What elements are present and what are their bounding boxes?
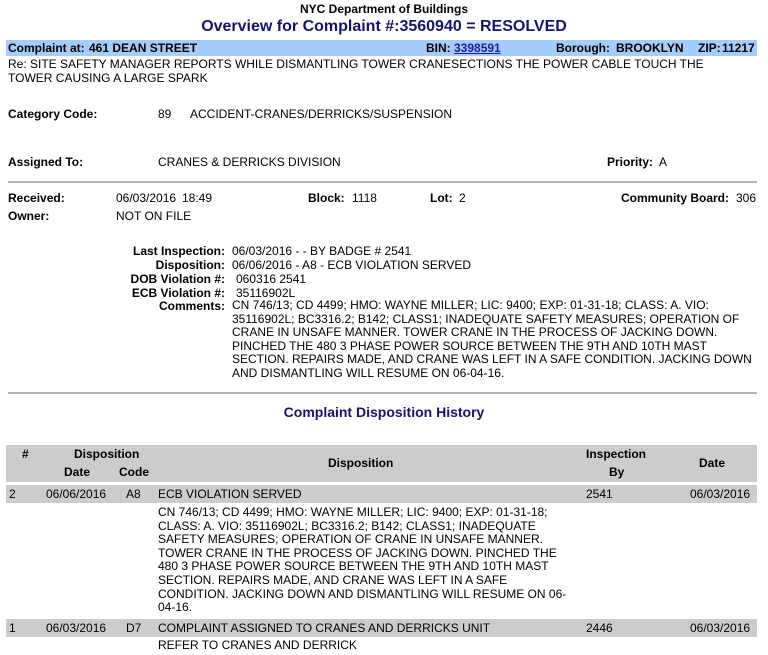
lot-value: 2 [459, 191, 466, 205]
row-code: A8 [126, 487, 141, 501]
assigned-to-label: Assigned To: [8, 155, 84, 169]
assigned-to-value: CRANES & DERRICKS DIVISION [158, 155, 341, 169]
col-disp-code: Code [119, 465, 149, 479]
priority-value: A [659, 155, 668, 169]
row-date: 06/03/2016 [690, 621, 751, 635]
comments-label: Comments: [158, 299, 225, 313]
category-code-label: Category Code: [8, 107, 98, 121]
row-detail: CN 746/13; CD 4499; HMO: WAYNE MILLER; LIC: 9400; EXP: 01-31-18; CLASS: A. VIO: 35116902L; BC3316.2; B142; CLASS1; INADEQUATE SAFETY MEASURES; OPERATION OF CRANE IN UNSAFE MANNER. TOWER CRANE IN THE PROCESS OF JACKING DOWN. PINCHED THE 480 3 PHASE POWER SOURCE BETWEEN THE 9TH AND 10TH MAST SECTION. REPAIRS MADE, AND CRANE WAS LEFT IN A SAFE CONDITION. JACKING DOWN AND DISMANTLING WILL RESUME ON 06-04-16. [158, 505, 567, 615]
row-date: 06/03/2016 [690, 487, 751, 501]
disposition-label: Disposition: [155, 258, 225, 272]
community-board-value: 306 [736, 191, 757, 205]
zip-label: ZIP: [698, 41, 721, 55]
dob-violation-value: 060316 2541 [236, 272, 307, 286]
owner-value: NOT ON FILE [116, 209, 192, 223]
col-inspection-by: Inspection [586, 447, 647, 461]
complaint-address: 461 DEAN STREET [89, 41, 198, 55]
complaint-description: Re: SITE SAFETY MANAGER REPORTS WHILE DISMANTLING TOWER CRANESECTIONS THE POWER CABLE TOUCH THE TOWER CAUSING A LARGE SPARK [8, 57, 704, 85]
complaint-at-label: Complaint at: [8, 41, 85, 55]
priority-label: Priority: [607, 155, 654, 169]
department-name: NYC Department of Buildings [299, 2, 468, 16]
col-disposition-group: Disposition [74, 447, 140, 461]
col-date: Date [699, 456, 726, 470]
lot-label: Lot: [430, 191, 453, 205]
comments-value: CN 746/13; CD 4499; HMO: WAYNE MILLER; LIC: 9400; EXP: 01-31-18; CLASS: A. VIO: 35116902L; BC3316.2; B142; CLASS1; INADEQUATE SAFETY MEASURES; OPERATION OF CRANE IN UNSAFE MANNER. TOWER CRANE IN THE PROCESS OF JACKING DOWN. PINCHED THE 480 3 PHASE POWER SOURCE BETWEEN THE 9TH AND 10TH MAST SECTION. REPAIRS MADE, AND CRANE WAS LEFT IN A SAFE CONDITION. JACKING DOWN AND DISMANTLING WILL RESUME ON 06-04-16. [232, 298, 752, 380]
disposition-value: 06/06/2016 - A8 - ECB VIOLATION SERVED [232, 258, 471, 272]
col-disp-date: Date [64, 465, 91, 479]
ecb-violation-value: 35116902L [236, 286, 296, 300]
row-disposition: COMPLAINT ASSIGNED TO CRANES AND DERRICKS UNIT [158, 621, 491, 635]
history-title: Complaint Disposition History [283, 404, 485, 420]
ecb-violation-label: ECB Violation #: [131, 286, 225, 300]
row-disp-date: 06/03/2016 [46, 621, 107, 635]
block-value: 1118 [352, 191, 377, 205]
row-disposition: ECB VIOLATION SERVED [158, 487, 302, 501]
category-description: ACCIDENT-CRANES/DERRICKS/SUSPENSION [190, 107, 453, 121]
row-detail: REFER TO CRANES AND DERRICK [158, 638, 357, 652]
col-num: # [22, 447, 29, 461]
history-table-header [6, 445, 757, 482]
table-row [6, 619, 757, 637]
address-bar [6, 40, 757, 56]
zip-value: 11217 [722, 41, 755, 55]
col-inspection-by-2: By [609, 465, 625, 479]
category-code: 89 [158, 107, 172, 121]
row-inspection-by: 2541 [586, 487, 613, 501]
divider [8, 181, 757, 183]
row-code: D7 [126, 621, 142, 635]
borough-label: Borough: [556, 41, 610, 55]
row-inspection-by: 2446 [586, 621, 613, 635]
page-title: Overview for Complaint #:3560940 = RESOLVED [201, 18, 567, 35]
last-inspection-value: 06/03/2016 - - BY BADGE # 2541 [232, 244, 412, 258]
last-inspection-label: Last Inspection: [132, 244, 225, 258]
owner-label: Owner: [8, 209, 50, 223]
row-num: 1 [9, 621, 16, 635]
divider [8, 392, 757, 394]
borough-value: BROOKLYN [616, 41, 684, 55]
col-disposition: Disposition [328, 456, 394, 470]
row-disp-date: 06/06/2016 [46, 487, 107, 501]
community-board-label: Community Board: [621, 191, 729, 205]
received-date: 06/03/2016 [116, 191, 177, 205]
dob-violation-label: DOB Violation #: [130, 272, 225, 286]
bin-label: BIN: [426, 41, 451, 55]
row-num: 2 [9, 487, 16, 501]
table-row [6, 485, 757, 503]
bin-link[interactable]: 3398591 [454, 41, 501, 55]
block-label: Block: [308, 191, 345, 205]
received-time: 18:49 [182, 191, 213, 205]
received-label: Received: [8, 191, 65, 205]
